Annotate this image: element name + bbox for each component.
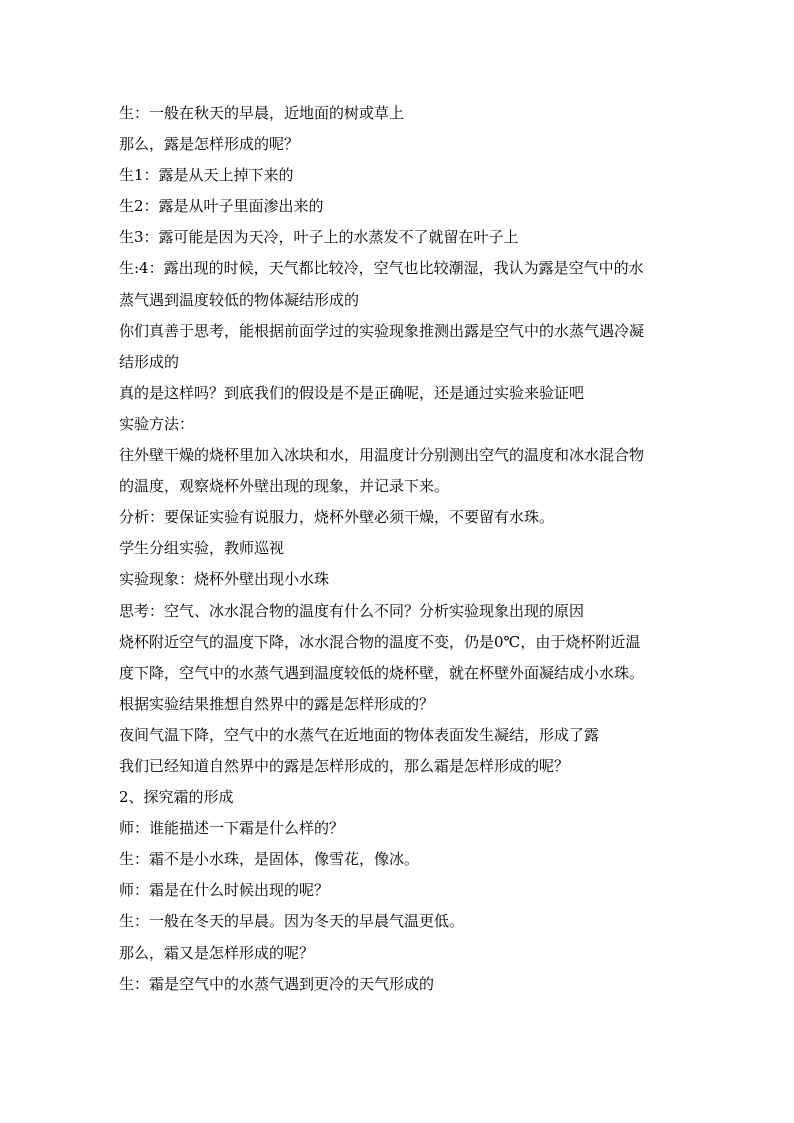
text-line: 学生分组实验，教师巡视	[119, 539, 285, 558]
text-line: 蒸气遇到温度较低的物体凝结形成的	[119, 290, 360, 309]
text-line: 夜间气温下降，空气中的水蒸气在近地面的物体表面发生凝结，形成了露	[119, 725, 600, 744]
text-line: 生3：露可能是因为天冷，叶子上的水蒸发不了就留在叶子上	[119, 228, 519, 247]
text-line: 生：一般在冬天的早晨。因为冬天的早晨气温更低。	[119, 912, 465, 931]
text-line: 烧杯附近空气的温度下降，冰水混合物的温度不变，仍是0℃，由于烧杯附近温	[119, 632, 641, 651]
text-line: 往外壁干燥的烧杯里加入冰块和水，用温度计分别测出空气的温度和冰水混合物	[119, 446, 645, 465]
document-body	[119, 98, 679, 1000]
text-line: 分析：要保证实验有说服力，烧杯外壁必须干燥，不要留有水珠。	[119, 508, 555, 527]
text-line: 你们真善于思考，能根据前面学过的实验现象推测出露是空气中的水蒸气遇冷凝	[119, 321, 645, 340]
text-line: 生：霜不是小水珠，是固体，像雪花，像冰。	[119, 850, 420, 869]
text-line: 生：一般在秋天的早晨，近地面的树或草上	[119, 104, 405, 122]
text-line: 师：谁能描述一下霜是什么样的？	[119, 819, 345, 838]
text-line: 真的是这样吗？到底我们的假设是不是正确呢，还是通过实验来验证吧	[119, 383, 585, 402]
text-line: 生:4：露出现的时候，天气都比较冷，空气也比较潮湿，我认为露是空气中的水	[119, 259, 644, 278]
text-line: 生2：露是从叶子里面渗出来的	[119, 197, 324, 216]
text-line: 我们已经知道自然界中的露是怎样形成的，那么霜是怎样形成的呢？	[119, 756, 570, 775]
text-line: 度下降，空气中的水蒸气遇到温度较低的烧杯壁，就在杯壁外面凝结成小水珠。	[119, 663, 645, 682]
text-line: 根据实验结果推想自然界中的露是怎样形成的？	[119, 694, 435, 713]
text-line: 生1：露是从天上掉下来的	[119, 166, 294, 185]
text-line: 的温度，观察烧杯外壁出现的现象，并记录下来。	[119, 477, 450, 496]
text-line: 那么，霜又是怎样形成的呢？	[119, 943, 315, 962]
text-line: 结形成的	[119, 352, 180, 371]
text-line: 思考：空气、冰水混合物的温度有什么不同？分析实验现象出现的原因	[119, 601, 585, 620]
text-line: 实验方法：	[119, 414, 195, 433]
section-heading: 2、探究霜的形成	[119, 788, 234, 807]
text-line: 生：霜是空气中的水蒸气遇到更冷的天气形成的	[119, 974, 435, 993]
text-line: 那么，露是怎样形成的呢？	[119, 135, 300, 154]
text-line: 实验现象：烧杯外壁出现小水珠	[119, 570, 330, 589]
text-line: 师：霜是在什么时候出现的呢？	[119, 881, 330, 900]
